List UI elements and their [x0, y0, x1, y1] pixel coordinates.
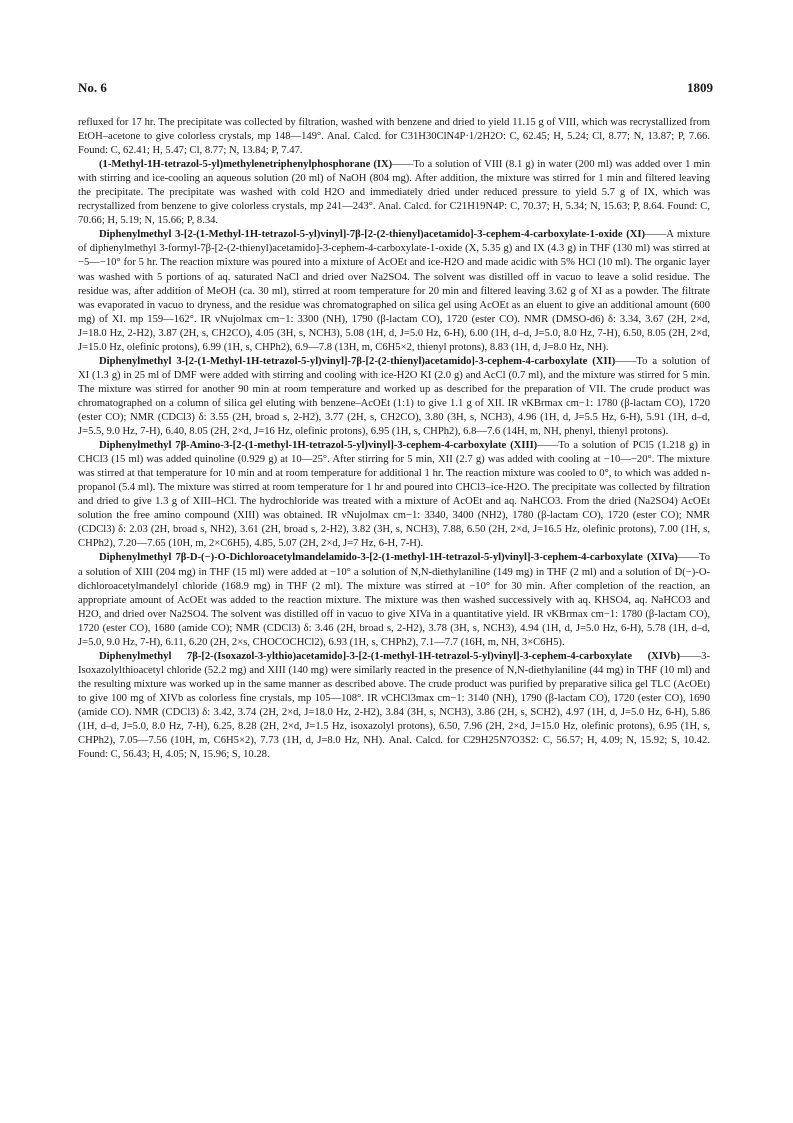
article-body: [78, 116, 710, 762]
compound-heading: Diphenylmethyl 3-[2-(1-Methyl-1H-tetrazol-5-yl)vinyl]-7β-[2-(2-thienyl)acetamido]-3-cephem-4-carboxylate: [99, 355, 588, 367]
compound-label: (XIVb): [647, 650, 680, 662]
compound-heading: (1-Methyl-1H-tetrazol-5-yl)methylenetriphenylphosphorane: [99, 159, 371, 171]
paragraph-text: refluxed for 17 hr. The precipitate was collected by filtration, washed with benzene and dried to yield 11.15 g of VIII, which was recrystallized from EtOH–acetone to give colorless crystals, mp 148—149°. Anal. Calcd. for C31H30ClN4P·1/2H2O: C, 62.45; H, 5.24; Cl, 8.77; N, 13.87; P, 7.66. Found: C, 62.41; H, 5.47; Cl, 8.77; N, 13.84; P, 7.47.: [78, 117, 710, 157]
compound-label: (XIVa): [646, 552, 678, 564]
compound-label: (IX): [373, 159, 393, 171]
paragraph-text: ——A mixture of diphenylmethyl 3-formyl-7β-[2-(2-thienyl)acetamido]-3-cephem-4-carboxylate-1-oxide (X, 5.35 g) and IX (4.3 g) in THF (130 ml) was stirred at −5—−10° for 5 hr. The reaction mixture was poured into a mixture of AcOEt and ice-H2O and made acidic with 5% HCl (10 ml). The organic layer was washed with 5 portions of aq. saturated NaCl and dried over Na2SO4. The solvent was distilled off in vacuo to leave a solid residue. The residue was, after addition of MeOH (ca. 30 ml), stirred at room temperature for 20 min and filtered leaving 3.62 g of XI as a powder. The filtrate was evaporated in vacuo to dryness, and the residue was chromatographed on silica gel using AcOEt as an eluent to give an additional amount (600 mg) of XI. mp 159—162°. IR νNujolmax cm−1: 3300 (NH), 1790 (β-lactam CO), 1720 (ester CO). NMR (DMSO-d6) δ: 3.34, 3.67 (2H, 2×d, J=18.0 Hz, 2-H2), 3.87 (2H, s, CH2CO), 4.05 (3H, s, NCH3), 5.08 (1H, d, J=5.0 Hz, 6-H), 6.00 (1H, d–d, J=5.0, 8.0 Hz, 7-H), 6.50, 8.05 (2H, 2×d, J=15.0 Hz, olefinic protons), 6.99 (1H, s, CHPh2), 6.9—7.8 (13H, m, C6H5×2, thienyl protons), 8.83 (1H, d, J=8.0 Hz, NH).: [78, 229, 710, 353]
compound-label: (XI): [626, 229, 646, 241]
compound-label: (XIII): [510, 440, 538, 452]
paragraph-compound-xiii: [78, 439, 710, 551]
paragraph-text: ——To a solution of XI (1.3 g) in 25 ml of DMF were added with stirring and cooling with ice-H2O KI (2.0 g) and AcCl (0.7 ml), and the mixture was stirred for 5 min. The mixture was stirred for another 90 min at room temperature and worked up as described for the preparation of VII. The crude product was chromatographed on a column of silica gel eluting with benzene–AcOEt (1:1) to give 1.1 g of XII. IR νKBrmax cm−1: 1780 (β-lactam CO), 1720 (ester CO); NMR (CDCl3) δ: 3.55 (2H, broad s, 2-H2), 3.77 (2H, s, CH2CO), 3.80 (3H, s, NCH3), 4.96 (1H, d, J=5.5 Hz, 6-H), 5.91 (1H, d–d, J=5.5, 9.0 Hz, 7-H), 6.40, 8.05 (2H, 2×d, J=16 Hz, olefinic protons), 6.95 (1H, s, CHPh2), 6.8—7.6 (14H, m, NH, phenyl, thienyl protons).: [78, 355, 710, 438]
page-header: [78, 80, 713, 102]
issue-number: No. 6: [78, 80, 107, 95]
paragraph-text: ——To a solution of VIII (8.1 g) in water (200 ml) was added over 1 min with stirring and ice-cooling an aqueous solution (20 ml) of NaOH (804 mg). After addition, the mixture was stirred for 1 min and filtered leaving the precipitate. The precipitate was washed with cold H2O and immediately dried under reduced pressure to yield 5.7 g of IX, which was recrystallized from benzene to give colorless crystals, mp 241—243°. Anal. Calcd. for C21H19N4P: C, 70.37; H, 5.34; N, 15.63; P, 8.64. Found: C, 70.66; H, 5.19; N, 15.66; P, 8.34.: [78, 159, 710, 227]
compound-heading: Diphenylmethyl 7β-Amino-3-[2-(1-methyl-1H-tetrazol-5-yl)vinyl]-3-cephem-4-carboxylate: [99, 440, 507, 452]
paragraph-compound-xii: [78, 355, 710, 439]
page-number: 1809: [687, 80, 713, 95]
paragraph-viii-continuation: [78, 116, 710, 158]
paragraph-compound-xivb: [78, 650, 710, 762]
compound-heading: Diphenylmethyl 7β-[2-(Isoxazol-3-ylthio)acetamido]-3-[2-(1-methyl-1H-tetrazol-5-yl)vinyl]-3-cephem-4-carboxylate: [99, 650, 633, 662]
paragraph-text: ——3-Isoxazolylthioacetyl chloride (52.2 mg) and XIII (140 mg) were similarly reacted in the presence of N,N-diethylaniline (44 mg) in THF (10 ml) and the resulting mixture was worked up in the same manner as described above. The crude product was purified by preparative silica gel TLC (AcOEt) to give 100 mg of XIVb as colorless fine crystals, mp 105—108°. IR νCHCl3max cm−1: 3140 (NH), 1790 (β-lactam CO), 1720 (ester CO), 1690 (amide CO). NMR (CDCl3) δ: 3.42, 3.74 (2H, 2×d, J=18.0 Hz, 2-H2), 3.84 (3H, s, NCH3), 3.86 (2H, s, SCH2), 4.97 (1H, d, J=5.0 Hz, 6-H), 5.86 (1H, d–d, J=5.0, 8.0 Hz, 7-H), 6.25, 8.28 (2H, 2×d, J=1.5 Hz, isoxazolyl protons), 6.50, 7.96 (2H, 2×d, J=15.0 Hz, olefinic protons), 6.95 (1H, s, CHPh2), 7.05—7.56 (10H, m, C6H5×2), 7.73 (1H, d, J=8.0 Hz, NH). Anal. Calcd. for C29H25N7O3S2: C, 56.57; H, 4.09; N, 15.92; S, 10.42. Found: C, 56.43; H, 4.05; N, 15.96; S, 10.28.: [78, 650, 710, 761]
compound-heading: Diphenylmethyl 3-[2-(1-Methyl-1H-tetrazol-5-yl)vinyl]-7β-[2-(2-thienyl)acetamido]-3-cephem-4-carboxylate-1-oxide: [99, 229, 623, 241]
paragraph-compound-xiva: [78, 551, 710, 649]
paragraph-text: ——To a solution of PCl5 (1.218 g) in CHCl3 (15 ml) was added quinoline (0.929 g) at 10—25°. After stirring for 5 min, XII (2.7 g) was added with cooling at −10—−20°. The mixture was stirred at that temperature for 10 min and at room temperature for additional 1 hr. The reaction mixture was cooled to 0°, to which was added n-propanol (5.4 ml). The mixture was stirred at room temperature for 1 hr and poured into CHCl3–ice-H2O. The precipitate was collected by filtration and dried to give 1.3 g of XIII–HCl. The hydrochloride was treated with a mixture of AcOEt and aq. NaHCO3. From the dried (Na2SO4) AcOEt solution the free amino compound (XIII) was obtained. IR νNujolmax cm−1: 3340, 3400 (NH2), 1780 (β-lactam CO), 1720 (ester CO); NMR (CDCl3) δ: 2.03 (2H, broad s, NH2), 3.61 (2H, broad s, 2-H2), 3.82 (3H, s, NCH3), 7.88, 6.50 (2H, 2×d, J=16.5 Hz, olefinic protons), 7.00 (1H, s, CHPh2), 7.20—7.65 (10H, m, 2×C6H5), 4.85, 5.07 (2H, 2×d, J=7 Hz, 6-H, 7-H).: [78, 440, 710, 550]
compound-heading: Diphenylmethyl 7β-D-(−)-O-Dichloroacetylmandelamido-3-[2-(1-methyl-1H-tetrazol-5-yl)vinyl]-3-cephem-4-carboxylate: [99, 552, 643, 564]
paragraph-text: ——To a solution of XIII (204 mg) in THF (15 ml) were added at −10° a solution of N,N-diethylaniline (149 mg) in THF (2 ml) and a solution of D(−)-O-dichloroacetylmandelyl chloride (168.9 mg) in THF (2 ml). The mixture was stirred at −10° for 30 min. After completion of the reaction, an appropriate amount of AcOEt was added to the reaction mixture. The mixture was then washed successively with aq. KHSO4, aq. NaHCO3 and H2O, and dried over Na2SO4. The solvent was distilled off in vacuo to give XIVa in a quantitative yield. IR νKBrmax cm−1: 1780 (β-lactam CO), 1720 (ester CO), 1680 (amide CO); NMR (CDCl3) δ: 3.46 (2H, broad s, 2-H2), 3.78 (3H, s, NCH3), 4.94 (1H, d, J=5.0 Hz, 6-H), 5.78 (1H, d–d, J=5.0, 9.0 Hz, 7-H), 6.11, 6.20 (2H, 2×s, CHOCOCHCl2), 6.93 (1H, s, CHPh2), 7.1—7.7 (16H, m, NH, 3×C6H5).: [78, 552, 710, 648]
paragraph-compound-ix: [78, 158, 710, 228]
compound-label: (XII): [592, 355, 616, 367]
paragraph-compound-xi: [78, 228, 710, 354]
